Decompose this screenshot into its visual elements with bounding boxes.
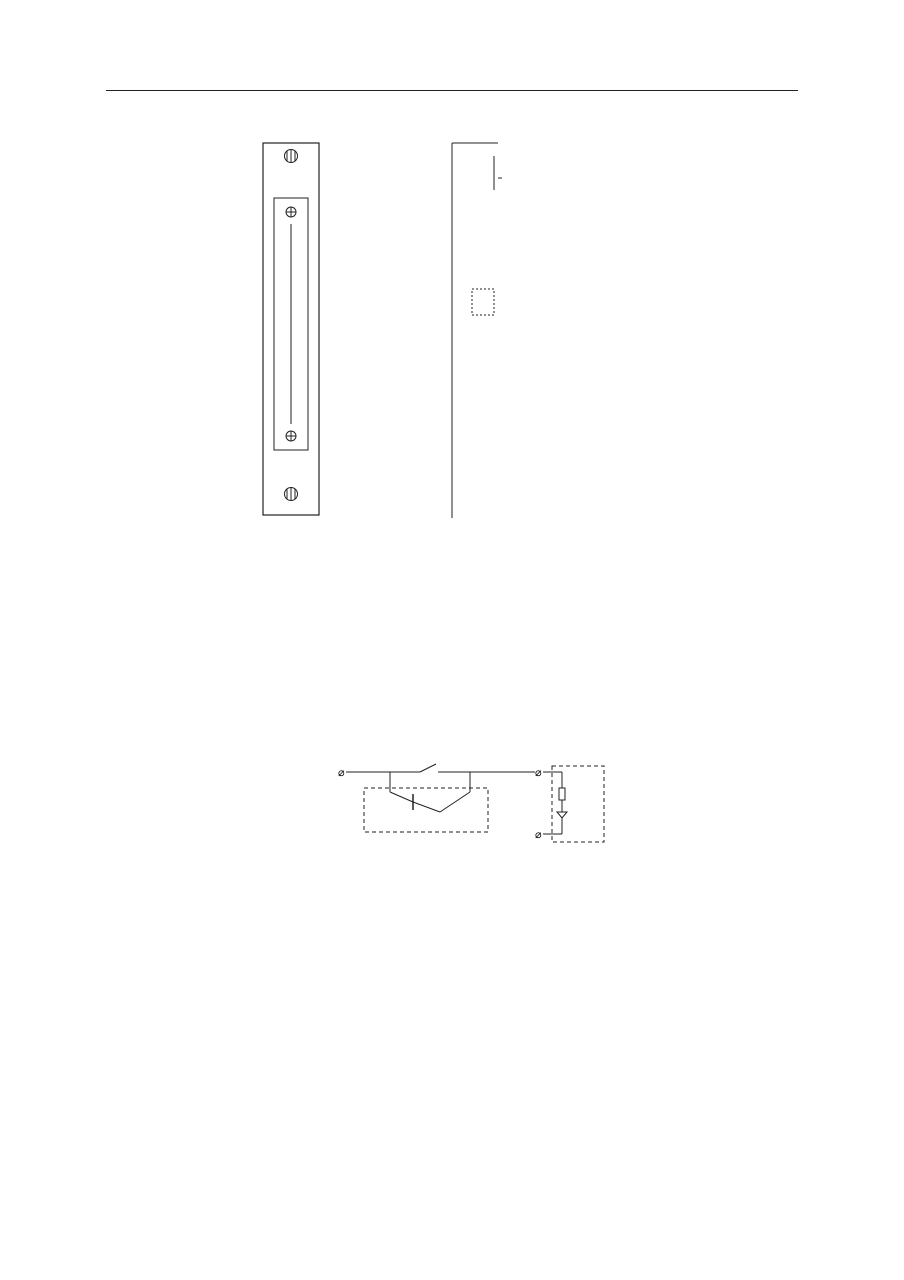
optocoupler-box bbox=[364, 788, 488, 832]
svg-text:⌀: ⌀ bbox=[535, 828, 542, 841]
common-terminal-icon: ⌀ bbox=[338, 766, 345, 779]
led-icon bbox=[557, 812, 567, 818]
contact-switch bbox=[420, 764, 436, 772]
resistor bbox=[559, 788, 565, 800]
figure-opt1-wiring bbox=[0, 0, 904, 545]
paragraph-1 bbox=[106, 575, 798, 599]
figure-timesync-circuit bbox=[0, 748, 904, 858]
paragraph-3 bbox=[106, 886, 798, 910]
paragraph-5 bbox=[106, 1056, 798, 1080]
paragraph-6 bbox=[106, 1104, 798, 1128]
protection-device-box bbox=[552, 766, 604, 842]
paragraph-2 bbox=[106, 647, 798, 671]
svg-text:⌀: ⌀ bbox=[535, 766, 542, 779]
wiring-diagram bbox=[452, 143, 502, 518]
paragraph-4 bbox=[106, 960, 798, 984]
switch-box-608-609 bbox=[472, 289, 494, 315]
opt1-panel bbox=[263, 143, 319, 515]
